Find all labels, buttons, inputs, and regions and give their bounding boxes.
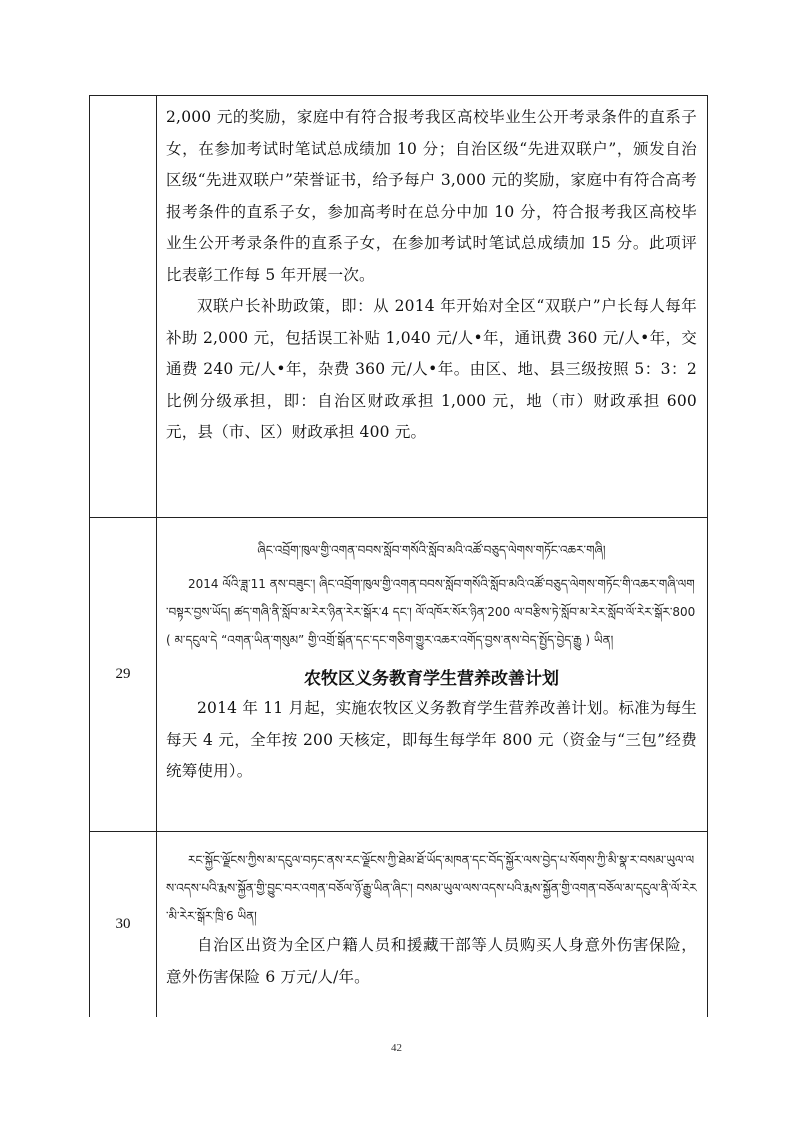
tibetan-paragraph: 2014 ལོའི་ཟླ་11 ནས་བཟུང་། ཞིང་འབྲོག་ཁུལ་གྱི་འགན་བབས་སློབ་གསོའི་སློབ་མའི་འཚོ་བཅུད་ལེགས་གཏོང་གི་འཆར་གཞི་ལག་བསྟར་བྱས་ཡོད། ཚད་གཞི་ནི་སློབ་མ་རེར་ཉིན་རེར་སྒོར་4 དང་། ལོ་འཁོར་སོར་ཉིན་200 ལ་བརྩིས་ཏེ་སློབ་མ་རེར་སློབ་ལོ་རེར་སྒོར་800 ( མ་དངུལ་དེ “འགན་ཡིན་གསུམ” གྱི་འགྲོ་སྒོན་དང་དང་གཅིག་གྱུར་འཆར་འགོད་བྱས་ནས་བེད་སྤྱོད་བྱེད་རྒྱུ ) ཡིན།	[166, 577, 696, 647]
paragraph: 2014 年 11 月起，实施农牧区义务教育学生营养改善计划。标准为每生每天 4 元，全年按 200 天核定，即每生每学年 800 元（资金与“三包”经费统筹使用）。	[166, 699, 697, 780]
tibetan-paragraph: རང་སྐྱོང་ལྗོངས་ཀྱིས་མ་དངུལ་བཏང་ནས་རང་ལྗོངས་ཀྱི་ཐེམ་ཐོ་ཡོད་མཁན་དང་བོད་སྐྱོར་ལས་བྱེད་པ་སོགས་ཀྱི་མི་སྣ་ར་བསམ་ཡུལ་ལས་འདས་པའི་རྨས་སྐྱོན་གྱི་བྱུང་བར་འགན་བཅོལ་ཉོ་རྒྱུ་ཡིན་ཞིང་། བསམ་ཡུལ་ལས་འདས་པའི་རྨས་སྐྱོན་གྱི་འགན་བཅོལ་མ་དངུལ་ནི་ལོ་རེར་མི་རེར་སྒོར་ཁྲི་6 ཡིན།	[166, 853, 697, 923]
page-number: 42	[391, 1042, 402, 1054]
row-content	[156, 518, 707, 831]
paragraph: 双联户长补助政策，即：从 2014 年开始对全区“双联户”户长每人每年补助 2,000 元，包括误工补贴 1,040 元/人•年，通讯费 360 元/人•年，交通费 240 元/人•年，杂费 360 元/人•年。由区、地、县三级按照 5：3：2 比例分级承担，即：自治区财政承担 1,000 元，地（市）财政承担 600 元，县（市、区）财政承担 400 元。	[166, 297, 697, 441]
row-number: 29	[115, 666, 131, 682]
paragraph: 自治区出资为全区户籍人员和援藏干部等人员购买人身意外伤害保险，意外伤害保险 6 万元/人/年。	[166, 936, 697, 986]
table-row	[89, 517, 708, 831]
table-row	[89, 831, 708, 1017]
table-row	[89, 95, 708, 517]
row-content	[156, 832, 707, 1017]
row-number: 30	[115, 916, 131, 932]
paragraph: 2,000 元的奖励，家庭中有符合报考我区高校毕业生公开考录条件的直系子女，在参加考试时笔试总成绩加 10 分；自治区级“先进双联户”，颁发自治区级“先进双联户”荣誉证书，给予每户 3,000 元的奖励，家庭中有符合高考报考条件的直系子女，参加高考时在总分中加 10 分，符合报考我区高校毕业生公开考录条件的直系子女，在参加考试时笔试总成绩加 15 分。此项评比表彰工作每 5 年开展一次。	[166, 108, 697, 284]
policy-table	[89, 95, 708, 1017]
chinese-title: 农牧区义务教育学生营养改善计划	[304, 669, 559, 689]
row-number	[90, 96, 156, 517]
row-content	[156, 96, 707, 517]
tibetan-title: ཞིང་འབྲོག་ཁུལ་གྱི་འགན་བབས་སློབ་གསོའི་སློབ་མའི་འཚོ་བཅུད་ལེགས་གཏོང་འཆར་གཞི།	[257, 543, 606, 557]
